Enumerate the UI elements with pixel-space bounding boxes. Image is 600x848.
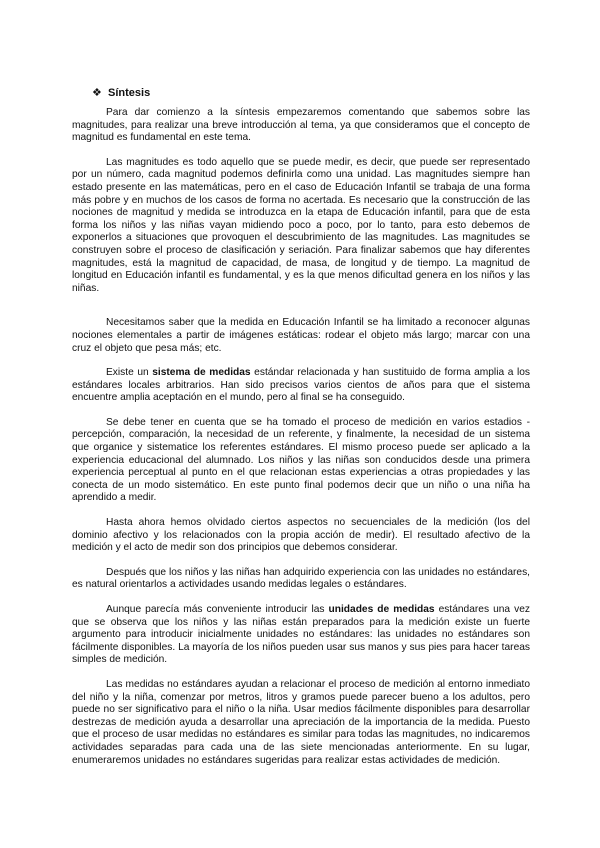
paragraph-sistema-medidas	[72, 367, 530, 405]
paragraph-medidas-no-estandares: Las medidas no estándares ayudan a relacionar el proceso de medición al entorno inmediato del niño y la niña, comenzar por metros, litros y gramos puede parecer bueno a los adultos, pero puede no ser significativo para el niño o la niña. Usar medios fácilmente disponibles para desarrollar destrezas de medición ayuda a desarrollar una apreciación de la importancia de la medida. Puesto que el proceso de usar medidas no estándares es similar para todas las magnitudes, no indicaremos actividades separadas para cada una de las siete mencionadas anteriormente. En su lugar, enumeraremos unidades no estándares sugeridas para realizar estas actividades de medición.	[72, 678, 530, 766]
paragraph-text-post: estándares una vez que se observa que los niños y las niñas están preparados para la medición existe un fuerte argumento para introducir inicialmente unidades no estándares: las unidades no estándares son fácilmente disponibles. La mayoría de los niños pueden usar sus manos y sus pies para hacer tareas simples de medición.	[72, 604, 530, 666]
section-heading	[92, 86, 150, 100]
document-body	[72, 107, 530, 779]
paragraph-text-pre: Aunque parecía más conveniente introducir las	[106, 604, 329, 615]
section-title: Síntesis	[108, 87, 151, 99]
paragraph-text-pre: Existe un	[106, 367, 153, 379]
paragraph-aspectos-no-secuenciales: Hasta ahora hemos olvidado ciertos aspectos no secuenciales de la medición (los del dominio afectivo y los relacionados con la propia acción de medir). El resultado afectivo de la medición y el acto de medir son dos principios que debemos considerar.	[72, 517, 530, 554]
diamond-bullet-icon: ❖	[92, 87, 102, 99]
paragraph-unidades-no-estandares: Después que los niños y las niñas han adquirido experiencia con las unidades no estándares, es natural orientarlos a actividades usando medidas legales o estándares.	[72, 566, 530, 591]
paragraph-proceso-medicion: Se debe tener en cuenta que se ha tomado el proceso de medición en varios estadios - percepción, comparación, la necesidad de un referente, y finalmente, la necesidad de un sistema que organice y sistematice los referentes estándares. El mismo proceso puede ser aplicado a la experiencia educacional del alumnado. Los niños y las niñas son conducidos desde una primera experiencia perceptual al punto en el que relacionan estas experiencias a otras propiedades y las conecta de un modo sistemático. En este punto final podemos decir que un niño o una niña ha aprendido a medir.	[72, 416, 530, 504]
paragraph-medida-infantil: Necesitamos saber que la medida en Educación Infantil se ha limitado a reconocer algunas nociones elementales a partir de imágenes estáticas: rodear el objeto más largo; marcar con una cruz el objeto que pesa más; etc.	[72, 317, 530, 354]
paragraph-magnitudes: Las magnitudes es todo aquello que se puede medir, es decir, que puede ser representado por un número, cada magnitud podemos definirla como una unidad. Las magnitudes siempre han estado presente en las matemáticas, pero en el caso de Educación Infantil se trabaja de una forma más pobre y en muchos de los casos de forma no acertada. Es necesario que la construcción de las nociones de magnitud y medida se introduzca en la etapa de Educación infantil, para que de esta forma los niños y las niñas vayan midiendo poco a poco, por lo tanto, para esto debemos de exponerlos a situaciones que provoquen el descubrimiento de las magnitudes. Las magnitudes se construyen sobre el proceso de clasificación y seriación. Para finalizar sabemos que hay diferentes magnitudes, está la magnitud de capacidad, de masa, de longitud y de tiempo. La magnitud de longitud en Educación infantil es fundamental, y es la que menos dificultad genera en los niños y las niñas.	[72, 156, 530, 294]
paragraph-unidades-medidas	[72, 604, 530, 667]
bold-term: unidades de medidas	[328, 604, 435, 615]
bold-term: sistema de medidas	[152, 367, 251, 379]
paragraph-text-post: estándar relacionada y han sustituido de forma amplia a los estándares locales arbitrarios. Han sido precisos varios cientos de años para que el sistema encuentre amplia aceptación en el mundo, pero al final se ha conseguido.	[72, 367, 530, 404]
paragraph-intro: Para dar comienzo a la síntesis empezaremos comentando que sabemos sobre las magnitudes, para realizar una breve introducción al tema, ya que consideramos que el concepto de magnitud es fundamental en este tema.	[72, 107, 530, 144]
